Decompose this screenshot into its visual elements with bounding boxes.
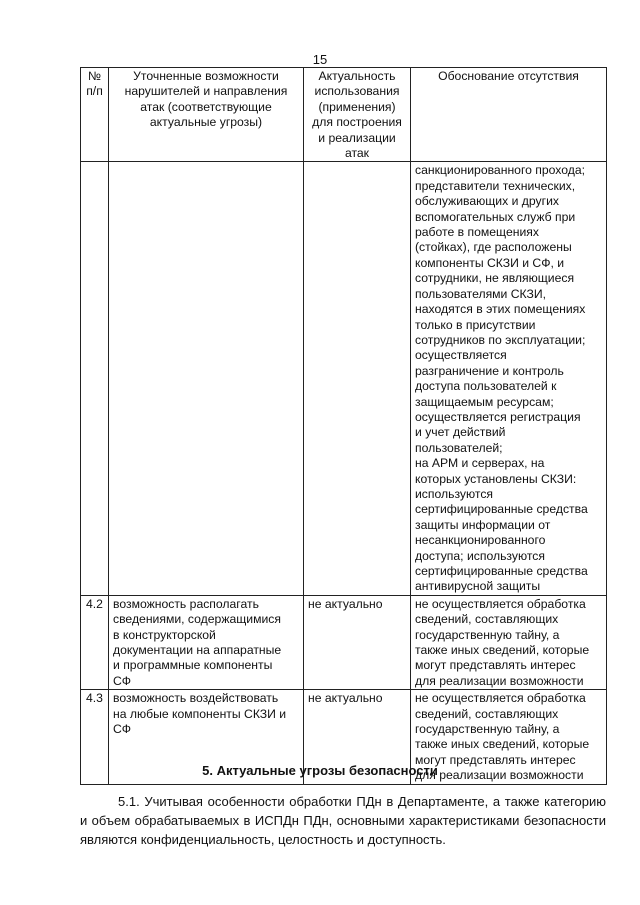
table-row	[81, 162, 607, 595]
row-number: 4.3	[81, 690, 109, 784]
page-number: 15	[312, 52, 328, 67]
header-capability: Уточненные возможности нарушителей и направления атак (соответствующие актуальные угрозы)	[109, 68, 304, 162]
threats-table	[80, 67, 607, 785]
row-relevance: не актуально	[304, 595, 411, 689]
row-number	[81, 162, 109, 595]
header-relevance: Актуальность использования (применения) для построения и реализации атак	[304, 68, 411, 162]
row-number: 4.2	[81, 595, 109, 689]
row-justification: санкционированного прохода; представители технических, обслуживающих и других вспомогательных служб при работе в помещениях (стойках), где расположены компоненты СКЗИ и СФ, и сотрудники, не являющиеся пользователями СКЗИ, находятся в этих помещениях только в присутствии сотрудников по эксплуатации; осуществляется разграничение и контроль доступа пользователей к защищаемым ресурсам; осуществляется регистрация и учет действий пользователей; на АРМ и серверах, на которых установлены СКЗИ: используются сертифицированные средства защиты информации от несанкционированного доступа; используются сертифицированные средства антивирусной защиты	[411, 162, 607, 595]
header-justification: Обоснование отсутствия	[411, 68, 607, 162]
section-heading: 5. Актуальные угрозы безопасности	[202, 763, 438, 778]
body-paragraph: 5.1. Учитывая особенности обработки ПДн в Департаменте, а также категорию и объем обрабатываемых в ИСПДн ПДн, основными характеристиками безопасности являются конфиденциальность, целостность и доступность.	[80, 794, 606, 847]
row-relevance	[304, 162, 411, 595]
row-capability: возможность располагать сведениями, содержащимися в конструкторской документации на аппаратные и программные компоненты СФ	[109, 595, 304, 689]
header-number: № п/п	[81, 68, 109, 162]
table-row	[81, 595, 607, 689]
row-justification: не осуществляется обработка сведений, составляющих государственную тайну, а также иных сведений, которые могут представлять интерес для реализации возможности	[411, 595, 607, 689]
row-capability	[109, 162, 304, 595]
row-capability: возможность воздействовать на любые компоненты СКЗИ и СФ	[109, 690, 304, 784]
row-relevance: не актуально	[304, 690, 411, 784]
row-justification: не осуществляется обработка сведений, составляющих государственную тайну, а также иных сведений, которые могут представлять интерес для реализации возможности	[411, 690, 607, 784]
table-header	[81, 68, 607, 162]
